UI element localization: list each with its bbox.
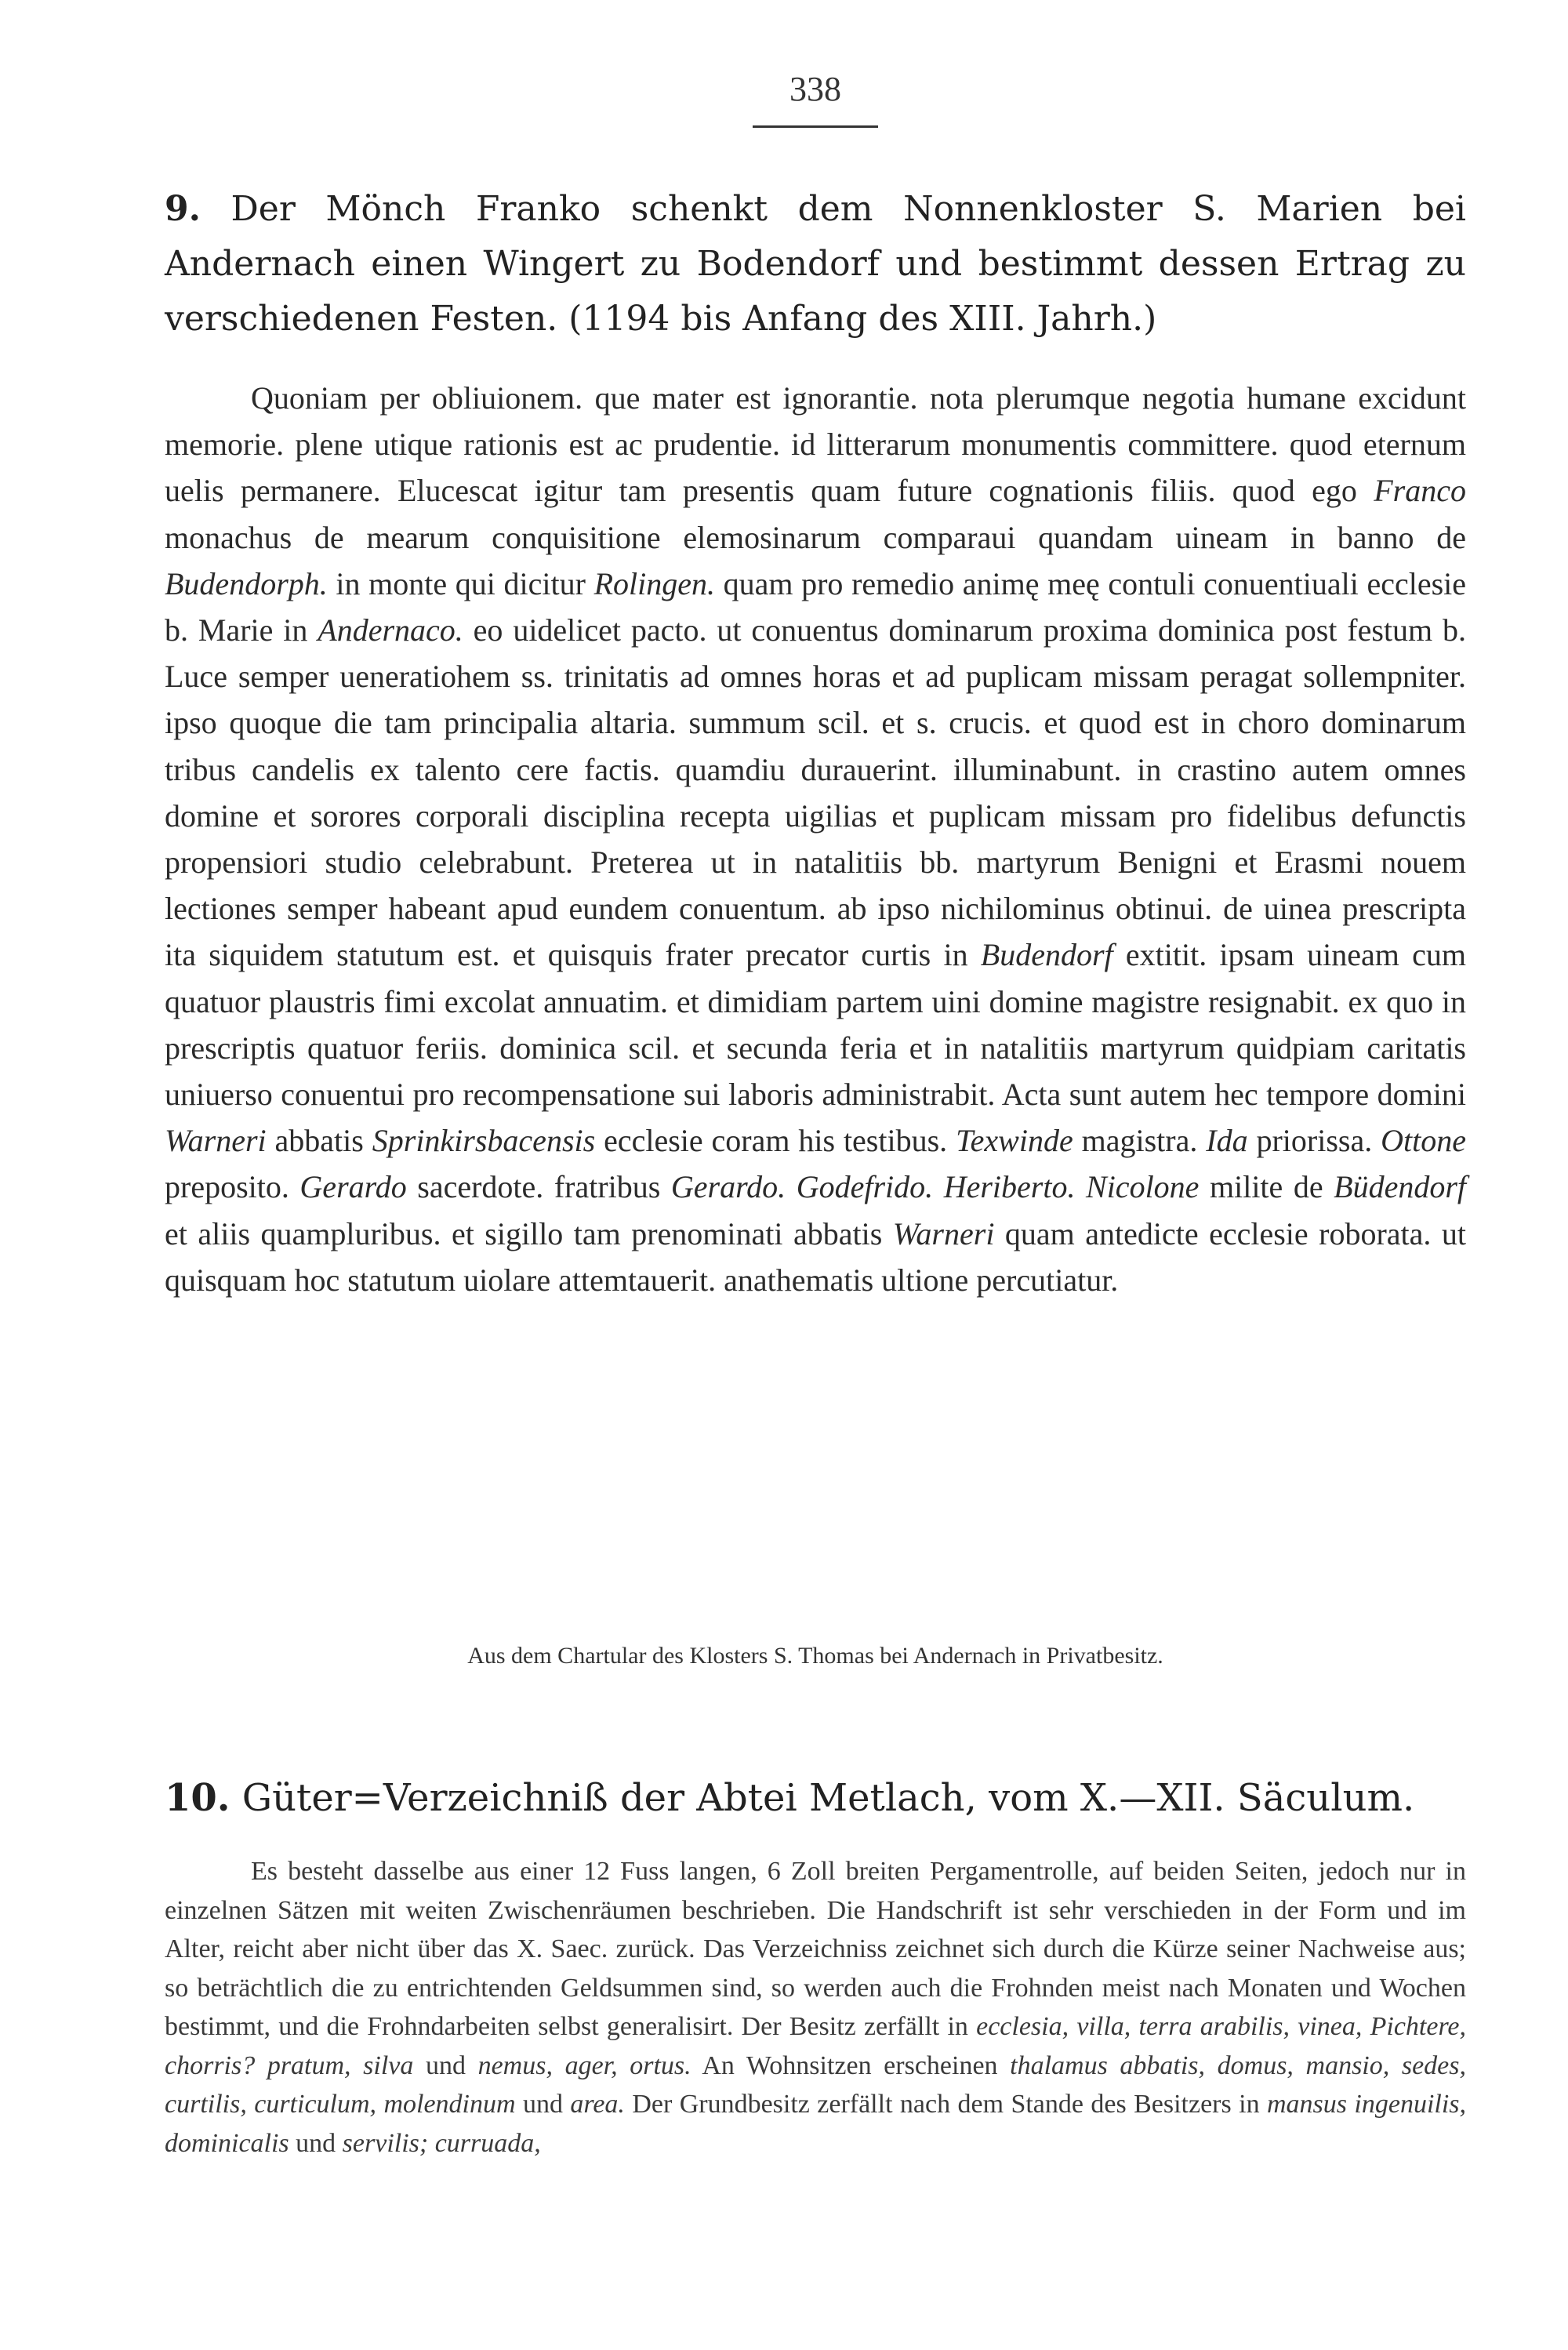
page-number-rule — [753, 125, 878, 128]
charter-text-run: eo uidelicet pacto. ut conuentus dominarum proxima dominica post festum b. Luce semper ueneratiohem ss. trinitatis ad omnes horas et ad puplicam missam peragat sollempniter. ipso quoque die tam principalia altaria. summum scil. et s. crucis. et quod est in choro dominarum tribus candelis ex talento cere factis. quamdiu durauerint. illuminabunt. in crastino autem omnes domine et sorores corporali disciplina recepta uigilias et puplicam missam pro fidelibus defunctis propensiori studio celebrabunt. Preterea ut in natalitiis bb. martyrum Benigni et Erasmi nouem lectiones semper habeant apud eundem conuentum. ab ipso nichilominus obtinui. de uinea prescripta ita siquidem statutum est. et quisquis frater precator curtis in — [165, 612, 1467, 973]
document-9-heading — [165, 182, 1466, 347]
intro-italic-run: nemus, ager, ortus. — [477, 2050, 691, 2080]
intro-text-run: und — [289, 2128, 343, 2158]
charter-text-run: Quoniam per obliuionem. que mater est ignorantie. nota plerumque negotia humane excidunt memorie. plene utique rationis est ac prudentie. id litterarum monumentis committere. quod eternum uelis permanere. Elucescat igitur tam presentis quam future cognationis filiis. quod ego — [165, 380, 1466, 509]
intro-text-run: und — [413, 2050, 478, 2080]
charter-italic-run: Gerardo. — [670, 1169, 786, 1205]
charter-italic-run: Warneri — [165, 1123, 267, 1159]
charter-text-run: preposito. — [165, 1169, 300, 1205]
source-note: Aus dem Chartular des Klosters S. Thomas bei Andernach in Privatbesitz. — [467, 1643, 1163, 1669]
charter-italic-run: Heriberto. — [943, 1169, 1076, 1205]
intro-italic-run: servilis; curruada, — [342, 2128, 541, 2158]
charter-text-run: quam pro remedio animę meę contuli conuentiuali ecclesie b. Marie in — [165, 565, 1467, 648]
document-10-number: 10. — [165, 1776, 230, 1820]
intro-italic-run: mansus ingenuilis, dominicalis — [165, 2090, 1467, 2158]
charter-text-run: extitit. ipsam uineam cum quatuor plaustris fimi excolat annuatim. et dimidiam partem uini domine magistre resignabit. ex quo in prescriptis quatuor feriis. dominica scil. et secunda feria et in natalitiis martyrum quidpiam caritatis uniuerso conuentui pro recompensatione sui laboris administrabit. Acta sunt autem hec tempore domini — [165, 937, 1466, 1113]
charter-italic-run: Ottone — [1381, 1123, 1466, 1159]
charter-italic-run: Ida — [1206, 1123, 1248, 1159]
intro-italic-run: ecclesia, villa, terra arabilis, vinea, Pichtere, chorris? pratum, silva — [165, 2012, 1467, 2080]
charter-italic-run: Nicolone — [1086, 1169, 1200, 1205]
document-10-title: Güter=Verzeichniß der Abtei Metlach, vom X.—XII. Säculum. — [241, 1776, 1415, 1820]
page-number: 338 — [789, 70, 841, 108]
intro-italic-run: area. — [570, 2090, 625, 2119]
document-9-number: 9. — [165, 189, 201, 229]
charter-italic-run: Andernaco. — [318, 612, 463, 648]
charter-text-run: magistra. — [1073, 1123, 1207, 1159]
intro-text-run: An Wohnsitzen erscheinen — [691, 2050, 1011, 2080]
charter-text-run — [933, 1169, 944, 1204]
charter-italic-run: Warneri — [892, 1215, 995, 1251]
charter-italic-run: Texwinde — [956, 1123, 1073, 1159]
charter-text-run: abbatis — [266, 1123, 372, 1159]
document-9-title: Der Mönch Franko schenkt dem Nonnenkloster S. Marien bei Andernach einen Wingert zu Bodendorf und bestimmt dessen Ertrag zu verschiedenen Festen. (1194 bis Anfang des XIII. Jahrh.) — [165, 189, 1466, 339]
intro-italic-run: thalamus abbatis, domus, mansio, sedes, curtilis, curticulum, molendinum — [165, 2050, 1467, 2119]
charter-italic-run: Sprinkirsbacensis — [372, 1123, 596, 1159]
charter-italic-run: Franco — [1374, 473, 1466, 509]
charter-text — [165, 375, 1466, 1303]
intro-text-run: und — [515, 2090, 571, 2119]
charter-italic-run: Godefrido. — [796, 1169, 934, 1205]
intro-text-run: Der Grundbesitz zerfällt nach dem Stande des Besitzers in — [624, 2090, 1267, 2119]
charter-italic-run: Büdendorf — [1334, 1169, 1467, 1205]
intro-text-run: Es besteht dasselbe aus einer 12 Fuss langen, 6 Zoll breiten Pergamentrolle, auf beiden Seiten, jedoch nur in einzelnen Sätzen mit weiten Zwischenräumen beschrieben. Die Handschrift ist sehr verschieden in der Form und im Alter, reicht aber nicht über das X. Saec. zurück. Das Verzeichniss zeichnet sich durch die Kürze seiner Nachweise aus; so beträchtlich die zu entrichtenden Geldsummen sind, so werden auch die Frohnden meist nach Monaten und Wochen bestimmt, und die Frohndarbeiten selbst generalisirt. Der Besitz zerfällt in — [165, 1857, 1466, 2041]
charter-text-run: quam antedicte ecclesie roborata. ut quisquam hoc statutum uiolare attemtauerit. anathematis ultione percutiatur. — [165, 1215, 1466, 1298]
charter-text-run — [1075, 1169, 1086, 1204]
charter-italic-run: Gerardo — [299, 1169, 407, 1205]
document-10-heading — [165, 1771, 1466, 1825]
charter-text-run: sacerdote. fratribus — [406, 1169, 671, 1205]
charter-text-run: ecclesie coram his testibus. — [595, 1123, 956, 1159]
charter-text-run: milite de — [1199, 1169, 1334, 1205]
charter-text-run: et aliis quampluribus. et sigillo tam prenominati abbatis — [165, 1215, 893, 1251]
charter-text-run — [786, 1169, 797, 1204]
charter-italic-run: Rolingen. — [593, 565, 715, 601]
charter-text-run: in monte qui dicitur — [327, 565, 594, 601]
intro-text — [165, 1852, 1466, 2163]
charter-italic-run: Budendorph. — [165, 565, 328, 601]
charter-text-run: priorissa. — [1247, 1123, 1381, 1159]
charter-italic-run: Budendorf — [980, 937, 1113, 973]
charter-text-run: monachus de mearum conquisitione elemosinarum comparaui quandam uineam in banno de — [165, 519, 1466, 555]
